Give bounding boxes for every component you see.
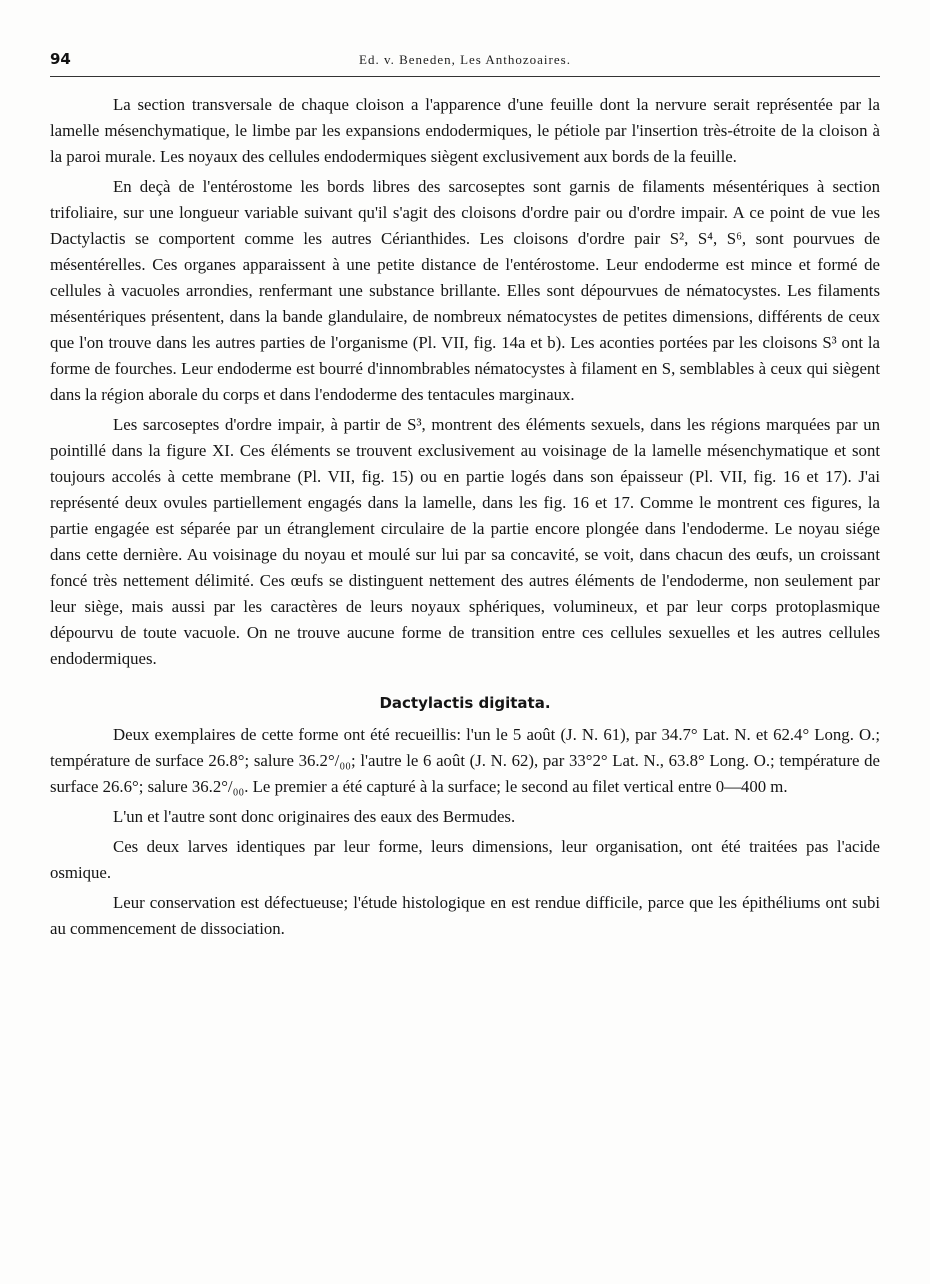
page-number: 94 (50, 50, 71, 68)
paragraph: En deçà de l'entérostome les bords libres des sarcoseptes sont garnis de filaments mésentériques à section trifoliaire, sur une longueur variable suivant qu'il s'agit des cloisons d'ordre pair ou d'ordre impair. A ce point de vue les Dactylactis se comportent comme les autres Cérianthides. Les cloisons d'ordre pair S², S⁴, S⁶, sont pourvues de mésentérelles. Ces organes apparaissent à une petite distance de l'entérostome. Leur endoderme est mince et formé de cellules à vacuoles arrondies, renfermant une substance brillante. Elles sont dépourvues de nématocystes. Les filaments mésentériques présentent, dans la bande glandulaire, de nombreux nématocystes de petites dimensions, différents de ceux que l'on trouve dans les autres parties de l'organisme (Pl. VII, fig. 14a et b). Les aconties portées par les cloisons S³ ont la forme de fourches. Leur endoderme est bourré d'innombrables nématocystes à filament en S, semblables à ceux qui siègent dans la région aborale du corps et dans l'endoderme des tentacules marginaux. (50, 177, 880, 404)
paragraph: L'un et l'autre sont donc originaires des eaux des Bermudes. (113, 807, 516, 826)
paragraph: La section transversale de chaque cloison a l'apparence d'une feuille dont la nervure serait représentée par la lamelle mésenchymatique, le limbe par les expansions endodermiques, le pétiole par l'insertion très-étroite de la cloison à la paroi murale. Les noyaux des cellules endodermiques siègent exclusivement aux bords de la feuille. (50, 95, 880, 166)
page-header (50, 50, 880, 77)
section-body (50, 722, 880, 942)
paragraph: Deux exemplaires de cette forme ont été recueillis: l'un le 5 août (J. N. 61), par 34.7° Lat. N. et 62.4° Long. O.; température de surface 26.8°; salure 36.2°/₀₀; l'autre le 6 août (J. N. 62), par 33°2° Lat. N., 63.8° Long. O.; température de surface 26.6°; salure 36.2°/₀₀. Le premier a été capturé à la surface; le second au filet vertical entre 0—400 m. (50, 725, 880, 796)
paragraph: Leur conservation est défectueuse; l'étude histologique en est rendue difficile, parce que les épithéliums ont subi au commencement de dissociation. (50, 893, 880, 938)
section-heading: Dactylactis digitata. (379, 694, 551, 712)
body-text (50, 92, 880, 946)
paragraph: Les sarcoseptes d'ordre impair, à partir de S³, montrent des éléments sexuels, dans les régions marquées par un pointillé dans la figure XI. Ces éléments se trouvent exclusivement au voisinage de la lamelle mésenchymatique et sont toujours accolés à cette membrane (Pl. VII, fig. 15) ou en partie logés dans son épaisseur (Pl. VII, fig. 16 et 17). J'ai représenté deux ovules partiellement engagés dans la lamelle, dans les fig. 16 et 17. Comme le montrent ces figures, la partie engagée est séparée par un étranglement circulaire de la partie encore plongée dans l'endoderme. Le noyau siége dans cette dernière. Au voisinage du noyau et moulé sur lui par sa concavité, se voit, dans chacun des œufs, un croissant foncé très nettement délimité. Ces œufs se distinguent nettement des autres éléments de l'endoderme, non seulement par leur siège, mais aussi par les caractères de leurs noyaux sphériques, volumineux, et par leur corps protoplasmique dépourvu de toute vacuole. On ne trouve aucune forme de transition entre ces cellules sexuelles et les autres cellules endodermiques. (50, 415, 880, 668)
running-head: Ed. v. Beneden, Les Anthozoaires. (359, 52, 571, 67)
paragraph: Ces deux larves identiques par leur forme, leurs dimensions, leur organisation, ont été traitées pas l'acide osmique. (50, 837, 880, 882)
